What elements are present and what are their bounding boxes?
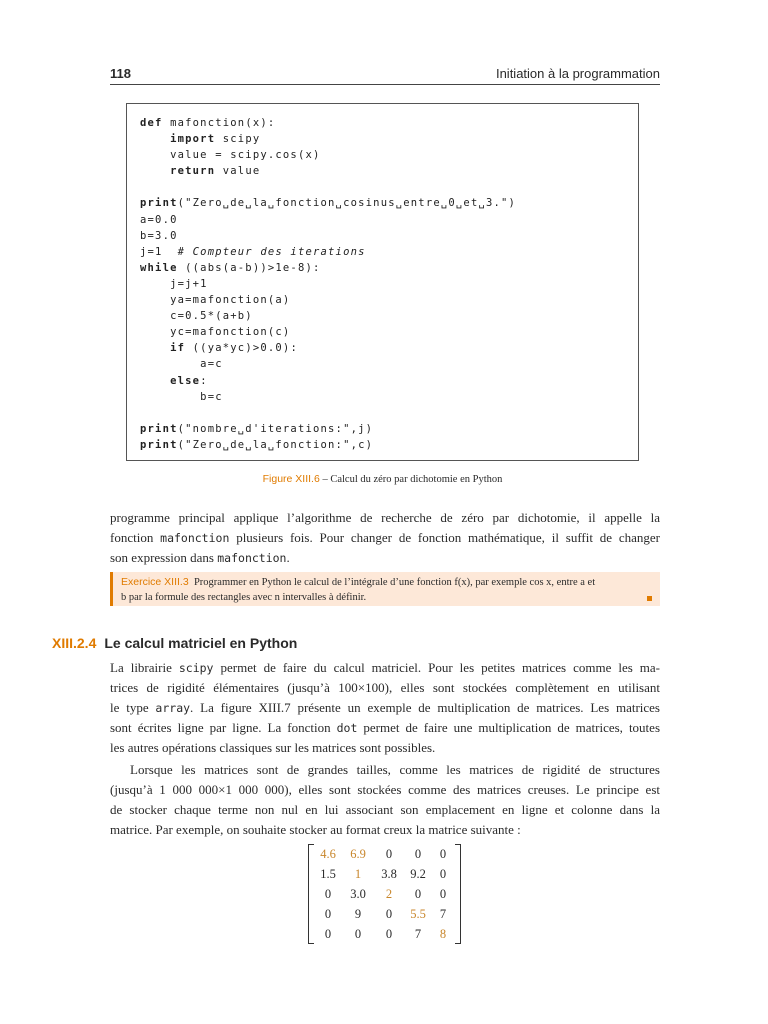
- code-line: import scipy: [170, 133, 261, 146]
- matrix-cell: 0: [439, 866, 447, 881]
- matrix-cell: 0: [385, 846, 393, 861]
- code-line: def mafonction(x):: [140, 117, 276, 129]
- matrix-cell: 7: [439, 906, 447, 921]
- matrix-row: [314, 884, 454, 904]
- code-listing: [126, 103, 639, 461]
- para2-line4: sont écrites ligne par ligne. La fonction dot permet de faire une multiplication de matrices, toutes: [110, 720, 661, 735]
- paragraph-sparse: [110, 760, 660, 840]
- matrix-cell: 0: [324, 926, 332, 941]
- matrix-cell: 0: [324, 886, 332, 901]
- matrix-cell: 1.5: [320, 866, 336, 881]
- paragraph-dichotomie: [110, 508, 660, 568]
- exercise-box: [110, 572, 660, 606]
- code-line: b=c: [140, 390, 223, 403]
- end-square-icon: [647, 596, 652, 601]
- section-title: Le calcul matriciel en Python: [104, 635, 298, 651]
- code-line: a=0.0: [140, 213, 178, 226]
- para3-line2: (jusqu’à 1 000 000×1 000 000), elles sont stockées comme des matrices creuses. Le principe est: [110, 782, 660, 797]
- para2-line1: La librairie scipy permet de faire du calcul matriciel. Pour les petites matrices comme les ma-: [110, 660, 660, 675]
- page-header: [110, 64, 660, 85]
- inline-code: mafonction: [160, 531, 230, 545]
- code-line: print("nombre␣d'iterations:",j): [140, 422, 374, 435]
- code-line: if ((ya*yc)>0.0):: [170, 342, 298, 355]
- para1-line1: programme principal applique l’algorithme de recherche de zéro par dichotomie, il appelle la: [110, 510, 660, 525]
- running-title: Initiation à la programmation: [495, 66, 660, 81]
- code-line: else:: [170, 374, 208, 387]
- code-line: j=1 # Compteur des iterations: [140, 245, 366, 258]
- matrix-cell: 7: [414, 926, 422, 941]
- matrix-cell: 4.6: [320, 846, 336, 861]
- matrix-row: [314, 864, 454, 884]
- exercise-line1: Exercice XIII.3 Programmer en Python le calcul de l’intégrale d’une fonction f(x), par exemple cos x, entre a et: [121, 576, 596, 588]
- code-line: j=j+1: [140, 277, 208, 290]
- code-line: b=3.0: [140, 229, 178, 242]
- python-code: [140, 115, 638, 453]
- matrix-cell: 0: [324, 906, 332, 921]
- code-line: while ((abs(a-b))>1e-8):: [140, 261, 321, 274]
- sparse-matrix: [308, 844, 461, 944]
- code-line: value = scipy.cos(x): [140, 149, 321, 162]
- matrix-cell: 0: [354, 926, 362, 941]
- para3-line3: de stocker chaque terme non nul en lui associant son emplacement en ligne et colonne dans la: [110, 802, 660, 817]
- page-number: 118: [110, 66, 131, 81]
- exercise-line2: b par la formule des rectangles avec n intervalles à définir.: [121, 592, 367, 603]
- code-line: ya=mafonction(a): [140, 294, 291, 307]
- matrix-cell: 9.2: [410, 866, 426, 881]
- para2-line2: trices de rigidité élémentaires (jusqu’à 100×100), elles sont stockées complètement en utilisant: [110, 680, 660, 695]
- inline-code: dot: [336, 721, 358, 735]
- code-line: yc=mafonction(c): [140, 326, 291, 339]
- matrix-cell: 2: [385, 886, 393, 901]
- code-line: print("Zero␣de␣la␣fonction␣cosinus␣entre␣0␣et␣3."): [140, 197, 517, 210]
- matrix-cell: 5.5: [410, 906, 426, 921]
- figure-label: Figure XIII.6: [262, 473, 320, 485]
- matrix-cell: 8: [439, 926, 447, 941]
- code-line: print("Zero␣de␣la␣fonction:",c): [140, 438, 374, 451]
- matrix-cell: 3.8: [381, 866, 397, 881]
- inline-code: array: [155, 701, 191, 715]
- figure-caption-text: – Calcul du zéro par dichotomie en Python: [319, 474, 503, 485]
- code-line: c=0.5*(a+b): [140, 310, 253, 323]
- para2-line3: le type array. La figure XIII.7 présente un exemple de multiplication de matrices. Les matrices: [110, 700, 660, 715]
- paragraph-scipy: [110, 658, 660, 758]
- matrix-cell: 0: [439, 846, 447, 861]
- matrix-cell: 0: [385, 906, 393, 921]
- code-line: [140, 405, 638, 421]
- matrix-cell: 1: [354, 866, 362, 881]
- inline-code: mafonction: [217, 551, 287, 565]
- section-number: XIII.2.4: [52, 635, 97, 651]
- matrix-row: [314, 904, 454, 924]
- code-line: [140, 179, 638, 195]
- matrix-cell: 9: [354, 906, 362, 921]
- section-heading: [52, 635, 652, 651]
- matrix-cell: 0: [385, 926, 393, 941]
- matrix-cell: 3.0: [350, 886, 366, 901]
- para1-line3: son expression dans mafonction.: [110, 550, 290, 565]
- matrix-cell: 0: [414, 846, 422, 861]
- para2-line5: les autres opérations classiques sur les matrices sont possibles.: [110, 740, 436, 755]
- matrix-cell: 0: [414, 886, 422, 901]
- matrix-row: [314, 924, 454, 944]
- code-line: return value: [170, 165, 261, 178]
- para1-line2: fonction mafonction plusieurs fois. Pour changer de fonction mathématique, il suffit de changer: [110, 530, 660, 545]
- matrix-cell: 0: [439, 886, 447, 901]
- right-bracket: [455, 844, 461, 944]
- para3-line1: Lorsque les matrices sont de grandes tailles, comme les matrices de rigidité de structures: [130, 762, 660, 777]
- para3-line4: matrice. Par exemple, on souhaite stocker au format creux la matrice suivante :: [110, 822, 521, 837]
- matrix-table: [314, 844, 454, 944]
- exercise-label: Exercice XIII.3: [121, 576, 189, 588]
- matrix-cell: 6.9: [350, 846, 366, 861]
- code-line: a=c: [140, 358, 223, 371]
- matrix-row: [314, 844, 454, 864]
- inline-code: scipy: [178, 661, 214, 675]
- figure-caption: [126, 473, 639, 485]
